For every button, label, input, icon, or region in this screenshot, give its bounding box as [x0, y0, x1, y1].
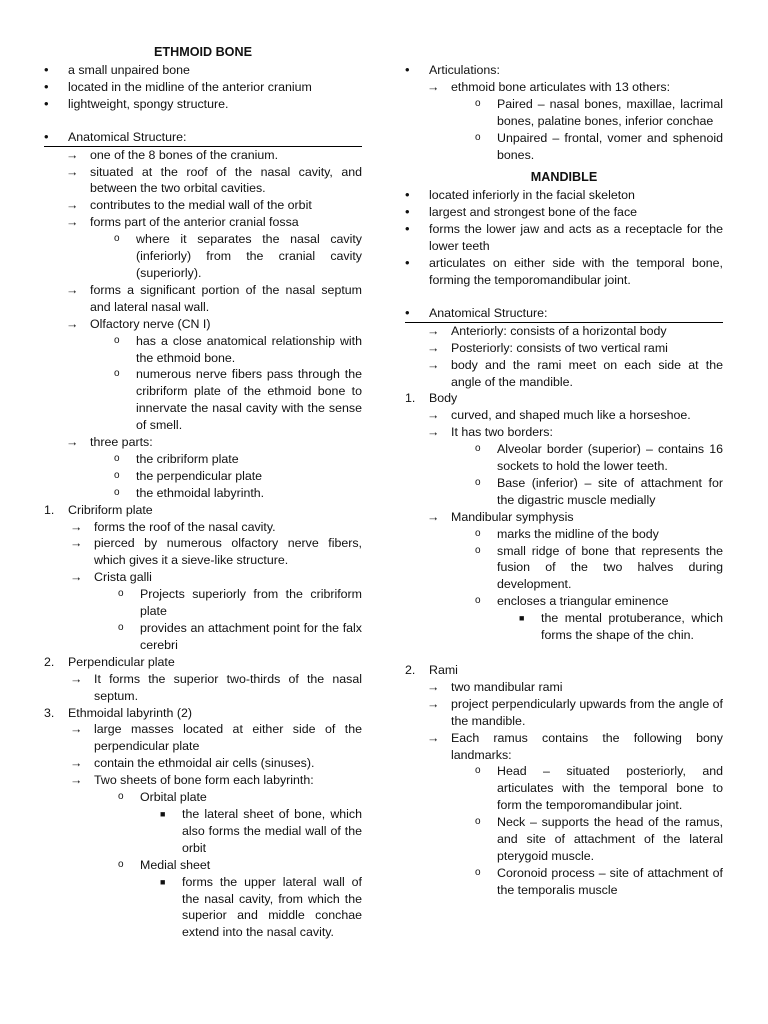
bullet-item: • largest and strongest bone of the face — [405, 204, 638, 220]
arrow-icon: → — [427, 408, 440, 423]
arrow-icon: → — [66, 282, 79, 297]
circle-bullet-icon: o — [114, 469, 120, 481]
arrow-icon: → — [427, 425, 440, 440]
circle-bullet-icon: o — [475, 866, 481, 878]
circle-bullet-icon: o — [114, 334, 120, 346]
arrow-icon: → — [66, 435, 79, 450]
square-bullet-icon: ■ — [160, 876, 166, 887]
arrow-item: → Crista galli — [70, 570, 152, 585]
numbered-item: 1. Body — [405, 391, 458, 406]
circle-bullet-icon: o — [475, 765, 481, 777]
arrow-item: → forms part of the anterior cranial fossa — [66, 215, 299, 230]
arrow-icon: → — [70, 519, 83, 534]
arrow-item: → Anteriorly: consists of a horizontal body — [427, 323, 667, 338]
arrow-icon: → — [70, 536, 83, 551]
circle-bullet-icon: o — [118, 791, 124, 803]
arrow-item: → Posteriorly: consists of two vertical rami — [427, 340, 668, 355]
circle-item: o provides an attachment point for the falx cerebri — [118, 621, 362, 652]
circle-item: o Orbital plate — [118, 790, 207, 805]
circle-bullet-icon: o — [475, 595, 481, 607]
arrow-item: → forms a significant portion of the nasal septum and lateral nasal wall. — [66, 282, 362, 314]
arrow-icon: → — [427, 679, 440, 694]
arrow-item: → contributes to the medial wall of the orbit — [66, 198, 312, 213]
circle-item: o Medial sheet — [118, 857, 211, 872]
bullet-icon: • — [405, 62, 410, 77]
arrow-icon: → — [70, 756, 83, 771]
arrow-icon: → — [427, 323, 440, 338]
bullet-item: • a small unpaired bone — [44, 62, 190, 77]
bullet-item: • articulates on either side with the temporal bone, forming the temporomandibular joint. — [405, 255, 723, 287]
arrow-icon: → — [70, 773, 83, 788]
bullet-icon: • — [44, 62, 49, 77]
arrow-icon: → — [427, 79, 440, 94]
arrow-item: → Olfactory nerve (CN I) — [66, 316, 211, 331]
arrow-item: → forms the roof of the nasal cavity. — [70, 519, 276, 534]
right-column — [405, 62, 723, 899]
circle-item: o marks the midline of the body — [475, 526, 659, 541]
bullet-item: • lightweight, spongy structure. — [44, 95, 229, 111]
circle-item: o where it separates the nasal cavity (inferiorly) from the cranial cavity (superiorly). — [114, 232, 362, 280]
arrow-item: → three parts: — [66, 435, 153, 450]
square-item: ■ the mental protuberance, which forms the shape of the chin. — [519, 611, 723, 643]
circle-bullet-icon: o — [118, 858, 124, 870]
arrow-icon: → — [66, 198, 79, 213]
bullet-icon: • — [44, 128, 49, 144]
circle-bullet-icon: o — [114, 486, 120, 498]
circle-bullet-icon: o — [114, 233, 120, 245]
circle-bullet-icon: o — [475, 131, 481, 143]
numbered-item: 1. Cribriform plate — [44, 502, 153, 517]
arrow-item: → one of the 8 bones of the cranium. — [66, 147, 279, 162]
number-marker: 1. — [44, 502, 55, 517]
arrow-icon: → — [66, 215, 79, 230]
arrow-item: → body and the rami meet on each side at the angle of the mandible. — [427, 357, 723, 389]
circle-bullet-icon: o — [475, 527, 481, 539]
arrow-icon: → — [70, 671, 83, 686]
circle-item: o small ridge of bone that represents the fusion of the two halves during development. — [475, 543, 723, 592]
arrow-item: → contain the ethmoidal air cells (sinuses). — [70, 756, 315, 771]
circle-item: o has a close anatomical relationship with the ethmoid bone. — [114, 333, 362, 365]
square-item: ■ forms the upper lateral wall of the nasal cavity, from which the superior and middle conchae extend into the nasal cavity. — [160, 874, 362, 940]
bullet-item: • forms the lower jaw and acts as a receptacle for the lower teeth — [405, 221, 723, 254]
circle-bullet-icon: o — [475, 544, 481, 556]
arrow-icon: → — [70, 722, 83, 737]
arrow-item: → situated at the roof of the nasal cavity, and between the two orbital cavities. — [66, 164, 362, 196]
number-marker: 2. — [405, 663, 416, 677]
circle-bullet-icon: o — [114, 368, 120, 380]
number-marker: 3. — [44, 705, 55, 720]
arrow-icon: → — [70, 570, 83, 585]
mandible-title: MANDIBLE — [530, 170, 598, 185]
arrow-icon: → — [427, 696, 440, 711]
circle-item: o Paired – nasal bones, maxillae, lacrimal bones, palatine bones, inferior conchae — [475, 96, 723, 128]
circle-bullet-icon: o — [114, 452, 120, 464]
arrow-item: → curved, and shaped much like a horseshoe. — [427, 408, 691, 423]
circle-item: o Base (inferior) – site of attachment for the digastric muscle medially — [475, 475, 723, 507]
left-column — [44, 44, 362, 941]
bullet-icon: • — [405, 304, 410, 320]
circle-bullet-icon: o — [475, 97, 481, 109]
circle-item: o Head – situated posteriorly, and articulates with the temporal bone to form the temporomandibular joint. — [475, 764, 723, 813]
square-bullet-icon: ■ — [160, 808, 166, 819]
circle-bullet-icon: o — [118, 622, 124, 633]
arrow-icon: → — [427, 730, 440, 745]
circle-item: o Alveolar border (superior) – contains 16 sockets to hold the lower teeth. — [475, 442, 723, 474]
arrow-item: → Each ramus contains the following bony landmarks: — [427, 730, 723, 762]
arrow-item: → ethmoid bone articulates with 13 others: — [427, 79, 671, 94]
arrow-item: → Two sheets of bone form each labyrinth: — [70, 773, 314, 788]
arrow-icon: → — [66, 147, 79, 162]
numbered-item: 3. Ethmoidal labyrinth (2) — [44, 705, 192, 720]
circle-item: o Unpaired – frontal, vomer and sphenoid bones. — [475, 130, 723, 162]
arrow-icon: → — [66, 316, 79, 331]
circle-item: o numerous nerve fibers pass through the cribriform plate of the ethmoid bone to innervate the nasal cavity with the sense of smell. — [114, 367, 362, 433]
circle-item: o Projects superiorly from the cribriform plate — [118, 587, 362, 619]
section-heading: • Anatomical Structure: — [405, 305, 723, 323]
number-marker: 2. — [44, 654, 55, 669]
arrow-item: → It has two borders: — [427, 425, 553, 440]
arrow-icon: → — [427, 357, 440, 372]
circle-item: o Neck – supports the head of the ramus, and site of attachment of the lateral pterygoid muscle. — [475, 815, 723, 863]
circle-bullet-icon: o — [475, 476, 481, 488]
arrow-item: → two mandibular rami — [427, 679, 563, 694]
bullet-icon: • — [405, 255, 410, 271]
bullet-item: • located inferiorly in the facial skeleton — [405, 187, 635, 203]
circle-item: o the ethmoidal labyrinth. — [114, 485, 265, 500]
square-item: ■ the lateral sheet of bone, which also forms the medial wall of the orbit — [160, 806, 362, 855]
arrow-icon: → — [427, 509, 440, 524]
bullet-item: • located in the midline of the anterior cranium — [44, 78, 312, 94]
arrow-item: → large masses located at either side of the perpendicular plate — [70, 722, 362, 754]
arrow-item: → project perpendicularly upwards from the angle of the mandible. — [427, 696, 723, 728]
arrow-item: → pierced by numerous olfactory nerve fibers, which gives it a sieve-like structure. — [70, 536, 362, 568]
arrow-icon: → — [66, 164, 79, 179]
circle-bullet-icon: o — [475, 443, 481, 455]
ethmoid-title: ETHMOID BONE — [154, 45, 252, 59]
bullet-icon: • — [405, 204, 410, 220]
numbered-item: 2. Perpendicular plate — [44, 654, 175, 669]
bullet-icon: • — [44, 78, 49, 94]
number-marker: 1. — [405, 391, 416, 406]
bullet-icon: • — [405, 221, 410, 237]
arrow-item: → It forms the superior two-thirds of the nasal septum. — [70, 671, 362, 703]
square-bullet-icon: ■ — [519, 613, 525, 624]
circle-bullet-icon: o — [475, 816, 481, 828]
bullet-item: • Articulations: — [405, 62, 500, 77]
numbered-item: 2. Rami — [405, 663, 458, 677]
arrow-icon: → — [427, 340, 440, 355]
circle-item: o Coronoid process – site of attachment of the temporalis muscle — [475, 865, 723, 897]
circle-item: o encloses a triangular eminence — [475, 594, 669, 609]
section-heading: • Anatomical Structure: — [44, 129, 362, 147]
bullet-icon: • — [405, 187, 410, 203]
arrow-item: → Mandibular symphysis — [427, 509, 574, 524]
circle-bullet-icon: o — [118, 588, 124, 600]
circle-item: o the perpendicular plate — [114, 468, 263, 483]
circle-item: o the cribriform plate — [114, 451, 239, 466]
bullet-icon: • — [44, 95, 49, 111]
